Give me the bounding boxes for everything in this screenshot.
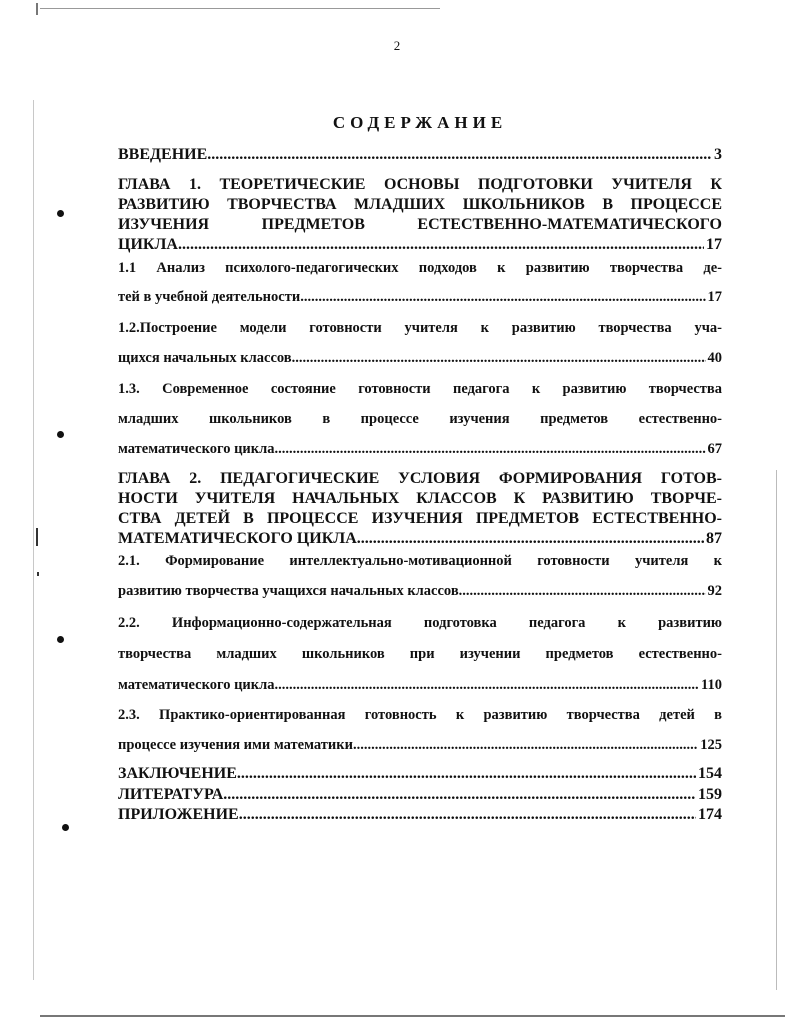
scan-edge-bottom bbox=[40, 1015, 785, 1017]
scan-mark-top bbox=[36, 3, 38, 15]
toc-page-number: 40 bbox=[707, 350, 722, 366]
toc-page-number: 110 bbox=[701, 677, 722, 693]
toc-section-1-1-last bbox=[118, 289, 722, 306]
toc-entry-conclusion bbox=[118, 765, 722, 783]
dot-leader bbox=[207, 146, 712, 164]
dot-leader bbox=[223, 786, 696, 804]
toc-entry-intro bbox=[118, 146, 722, 164]
toc-entry-text: развитию творчества учащихся начальных классов bbox=[118, 583, 459, 599]
toc-section-2-1-line: 2.1. Формирование интеллектуально-мотивационной готовности учителя к bbox=[118, 553, 722, 569]
toc-page-number: 87 bbox=[706, 530, 722, 547]
toc-section-2-2-line: 2.2. Информационно-содержательная подготовка педагога к развитию bbox=[118, 615, 722, 631]
toc-chapter-1-line: ИЗУЧЕНИЯ ПРЕДМЕТОВ ЕСТЕСТВЕННО-МАТЕМАТИЧЕСКОГО bbox=[118, 216, 722, 233]
toc-chapter-2-last bbox=[118, 530, 722, 548]
toc-chapter-1-line: РАЗВИТИЮ ТВОРЧЕСТВА МЛАДШИХ ШКОЛЬНИКОВ В ПРОЦЕССЕ bbox=[118, 196, 722, 213]
toc-entry-text: математического цикла bbox=[118, 441, 275, 457]
punch-hole-mark bbox=[57, 210, 64, 217]
punch-hole-mark bbox=[57, 431, 64, 438]
toc-entry-text: процессе изучения ими математики bbox=[118, 737, 353, 753]
toc-section-2-2-last bbox=[118, 677, 722, 694]
dot-leader bbox=[292, 350, 706, 367]
toc-section-1-3-line: младших школьников в процессе изучения предметов естественно- bbox=[118, 411, 722, 427]
toc-chapter-1-last bbox=[118, 236, 722, 254]
toc-section-1-3-line: 1.3. Современное состояние готовности педагога к развитию творчества bbox=[118, 381, 722, 397]
toc-page-number: 154 bbox=[698, 765, 722, 782]
toc-entry-text: ЛИТЕРАТУРА bbox=[118, 786, 224, 803]
scan-mark bbox=[36, 528, 38, 546]
toc-entry-text: ЦИКЛА bbox=[118, 236, 178, 253]
toc-section-1-2-last bbox=[118, 350, 722, 367]
dot-leader bbox=[239, 806, 696, 824]
scan-edge-left bbox=[33, 100, 34, 980]
dot-leader bbox=[459, 583, 706, 600]
toc-entry-text: МАТЕМАТИЧЕСКОГО ЦИКЛА bbox=[118, 530, 357, 547]
toc-entry-text: ПРИЛОЖЕНИЕ bbox=[118, 806, 239, 823]
dot-leader bbox=[237, 765, 696, 783]
dot-leader bbox=[300, 289, 705, 306]
toc-page-number: 92 bbox=[707, 583, 722, 599]
dot-leader bbox=[178, 236, 704, 254]
toc-page-number: 67 bbox=[707, 441, 722, 457]
scan-edge-right bbox=[776, 470, 777, 990]
toc-entry-text: ЗАКЛЮЧЕНИЕ bbox=[118, 765, 237, 782]
toc-section-2-3-line: 2.3. Практико-ориентированная готовность к развитию творчества детей в bbox=[118, 707, 722, 723]
dot-leader bbox=[275, 677, 700, 694]
toc-chapter-2-line: НОСТИ УЧИТЕЛЯ НАЧАЛЬНЫХ КЛАССОВ К РАЗВИТИЮ ТВОРЧЕ- bbox=[118, 490, 722, 507]
toc-section-1-1-line: 1.1 Анализ психолого-педагогических подходов к развитию творчества де- bbox=[118, 260, 722, 276]
toc-section-2-2-line: творчества младших школьников при изучении предметов естественно- bbox=[118, 646, 722, 662]
punch-hole-mark bbox=[57, 636, 64, 643]
page-number: 2 bbox=[393, 38, 401, 53]
toc-page-number: 3 bbox=[714, 146, 722, 163]
toc-page-number: 17 bbox=[706, 236, 722, 253]
toc-entry-appendix bbox=[118, 806, 722, 824]
toc-chapter-2-line: ГЛАВА 2. ПЕДАГОГИЧЕСКИЕ УСЛОВИЯ ФОРМИРОВАНИЯ ГОТОВ- bbox=[118, 470, 722, 487]
toc-section-1-2-line: 1.2.Построение модели готовности учителя к развитию творчества уча- bbox=[118, 320, 722, 336]
toc-entry-text: щихся начальных классов bbox=[118, 350, 292, 366]
punch-hole-mark bbox=[62, 824, 69, 831]
toc-chapter-1-line: ГЛАВА 1. ТЕОРЕТИЧЕСКИЕ ОСНОВЫ ПОДГОТОВКИ УЧИТЕЛЯ К bbox=[118, 176, 722, 193]
toc-section-1-3-last bbox=[118, 441, 722, 458]
toc-chapter-2-line: СТВА ДЕТЕЙ В ПРОЦЕССЕ ИЗУЧЕНИЯ ПРЕДМЕТОВ ЕСТЕСТВЕННО- bbox=[118, 510, 722, 527]
scan-edge-top bbox=[40, 8, 440, 9]
toc-section-2-1-last bbox=[118, 583, 722, 600]
dot-leader bbox=[357, 530, 704, 548]
scan-mark bbox=[37, 572, 39, 576]
toc-page-number: 174 bbox=[698, 806, 722, 823]
page-title: СОДЕРЖАНИЕ bbox=[332, 113, 508, 132]
toc-entry-text: ВВЕДЕНИЕ bbox=[118, 146, 208, 163]
toc-entry-literature bbox=[118, 786, 722, 804]
dot-leader bbox=[353, 737, 698, 754]
toc-entry-text: тей в учебной деятельности bbox=[118, 289, 301, 305]
toc-page-number: 125 bbox=[700, 737, 722, 753]
toc-section-2-3-last bbox=[118, 737, 722, 754]
toc-page-number: 159 bbox=[698, 786, 722, 803]
toc-entry-text: математического цикла bbox=[118, 677, 275, 693]
toc-page-number: 17 bbox=[707, 289, 722, 305]
dot-leader bbox=[275, 441, 706, 458]
